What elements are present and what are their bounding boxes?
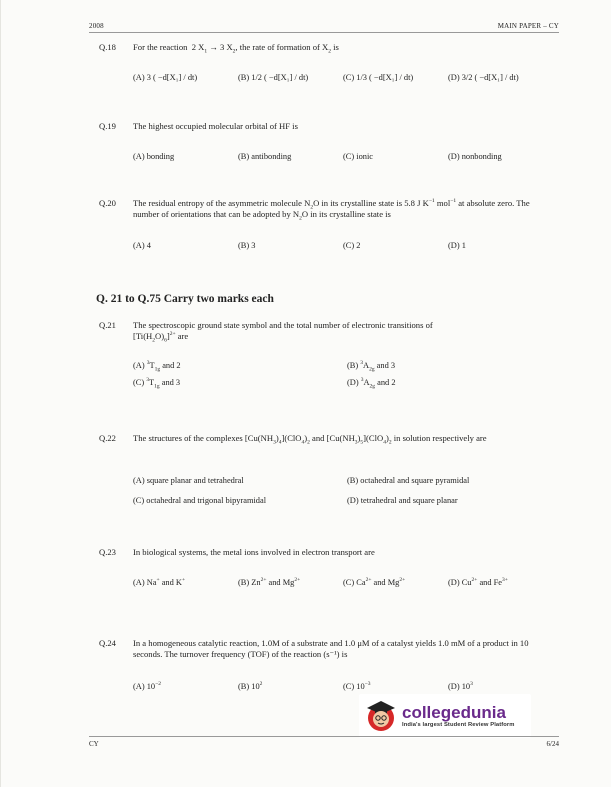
option-d: (D) 1	[448, 241, 466, 250]
option-d: (D) 3/2 ( −d[X₁] / dt)	[448, 73, 519, 82]
option-c: (C) 1/3 ( −d[X₁] / dt)	[343, 73, 414, 82]
option-a: (A) Na+ and K+	[133, 577, 186, 587]
graduate-logo-icon	[363, 698, 399, 734]
question-number: Q.21	[99, 320, 116, 330]
option-a: (A) bonding	[133, 152, 175, 161]
section-heading: Q. 21 to Q.75 Carry two marks each	[96, 293, 274, 305]
option-b: (B) 1/2 ( −d[X₁] / dt)	[238, 73, 309, 82]
question-text: In biological systems, the metal ions involved in electron transport are	[133, 547, 375, 557]
question-text: The spectroscopic ground state symbol and the total number of electronic transitions of $[Ti(H_2O)_6]^{2+}$ are	[133, 320, 433, 344]
option-d: (D) tetrahedral and square planar	[347, 496, 458, 505]
question-text: The highest occupied molecular orbital of HF is	[133, 121, 298, 131]
option-c: (C) $Ca^{2+}$ and $Mg^{2+}$	[343, 577, 406, 587]
option-a: (A) $^3T_{1g}$ and 2	[133, 360, 181, 373]
options-19	[133, 152, 553, 161]
brand-tagline: India's largest Student Review Platform	[402, 722, 515, 728]
question-number: Q.24	[99, 638, 116, 648]
question-text-main: The spectroscopic ground state symbol and the total number of electronic transitions of	[133, 320, 433, 330]
options-24	[133, 682, 553, 691]
question-text: For the reaction 2 $X_1 \to 3$ $X_2$, the rate of formation of $X_2$ is	[133, 42, 339, 55]
options-22	[133, 476, 553, 505]
question-21	[99, 320, 553, 342]
option-a: (A) $10^{-2}$	[133, 681, 161, 691]
question-18	[99, 42, 553, 53]
option-b: (B) octahedral and square pyramidal	[347, 476, 470, 485]
option-b: (B) 3	[238, 241, 256, 250]
question-number: Q.22	[99, 433, 116, 443]
option-c: (C) octahedral and trigonal bipyramidal	[133, 496, 267, 505]
page-footer	[89, 736, 559, 748]
option-a: (A) square planar and tetrahedral	[133, 476, 244, 485]
footer-code: CY	[89, 740, 99, 748]
question-23	[99, 547, 553, 558]
option-b: (B) $^3A_{2g}$ and 3	[347, 360, 396, 373]
option-a: (A) 4	[133, 241, 151, 250]
options-21	[133, 360, 553, 390]
option-b: (B) $Zn^{2+}$ and $Mg^{2+}$	[238, 577, 301, 587]
question-20	[99, 198, 553, 220]
option-d: (D) $^3A_{2g}$ and 2	[347, 377, 396, 390]
question-22	[99, 433, 553, 444]
options-18	[133, 73, 553, 82]
option-d: (D) $10^3$	[448, 681, 473, 691]
option-c: (C) 2	[343, 241, 361, 250]
option-d: (D) nonbonding	[448, 152, 502, 161]
question-19	[99, 121, 553, 132]
question-text: In a homogeneous catalytic reaction, 1.0M of a substrate and 1.0 μM of a catalyst yields 1.0 mM of a product in 10 seconds. The turnover frequency (TOF) of the reaction (s⁻¹) is	[133, 638, 529, 659]
option-b: (B) $10^2$	[238, 681, 263, 691]
collegedunia-watermark	[359, 694, 531, 738]
option-c: (C) $10^{-3}$	[343, 681, 371, 691]
header-paper: MAIN PAPER – CY	[497, 22, 559, 30]
question-number: Q.20	[99, 198, 116, 208]
question-number: Q.18	[99, 42, 116, 52]
brand-text	[402, 704, 515, 728]
brand-name: collegedunia	[402, 703, 506, 722]
question-number: Q.19	[99, 121, 116, 131]
page-header	[89, 22, 559, 33]
option-c: (C) $^3T_{1g}$ and 3	[133, 377, 181, 390]
header-year: 2008	[89, 22, 104, 30]
page-number: 6/24	[546, 740, 559, 748]
option-c: (C) ionic	[343, 152, 374, 161]
option-a: (A) 3 ( −d[X₁] / dt)	[133, 73, 198, 82]
option-d: (D) $Cu^{2+}$ and $Fe^{3+}$	[448, 577, 508, 587]
question-text: The structures of the complexes $[Cu(NH_3)_4](ClO_4)_2$ and $[Cu(NH_3)_5](ClO_4)_2$ in solution respectively are	[133, 433, 487, 446]
question-number: Q.23	[99, 547, 116, 557]
options-23	[133, 578, 553, 587]
question-text: The residual entropy of the asymmetric molecule $N_2O$ in its crystalline state is 5.8 J $K^{-1}$ mol$^{-1}$ at absolute zero. The number of orientations that can be adopted by $N_2O$ in its crystalline state is	[133, 198, 530, 222]
question-24	[99, 638, 553, 660]
option-b: (B) antibonding	[238, 152, 292, 161]
options-20	[133, 241, 553, 250]
